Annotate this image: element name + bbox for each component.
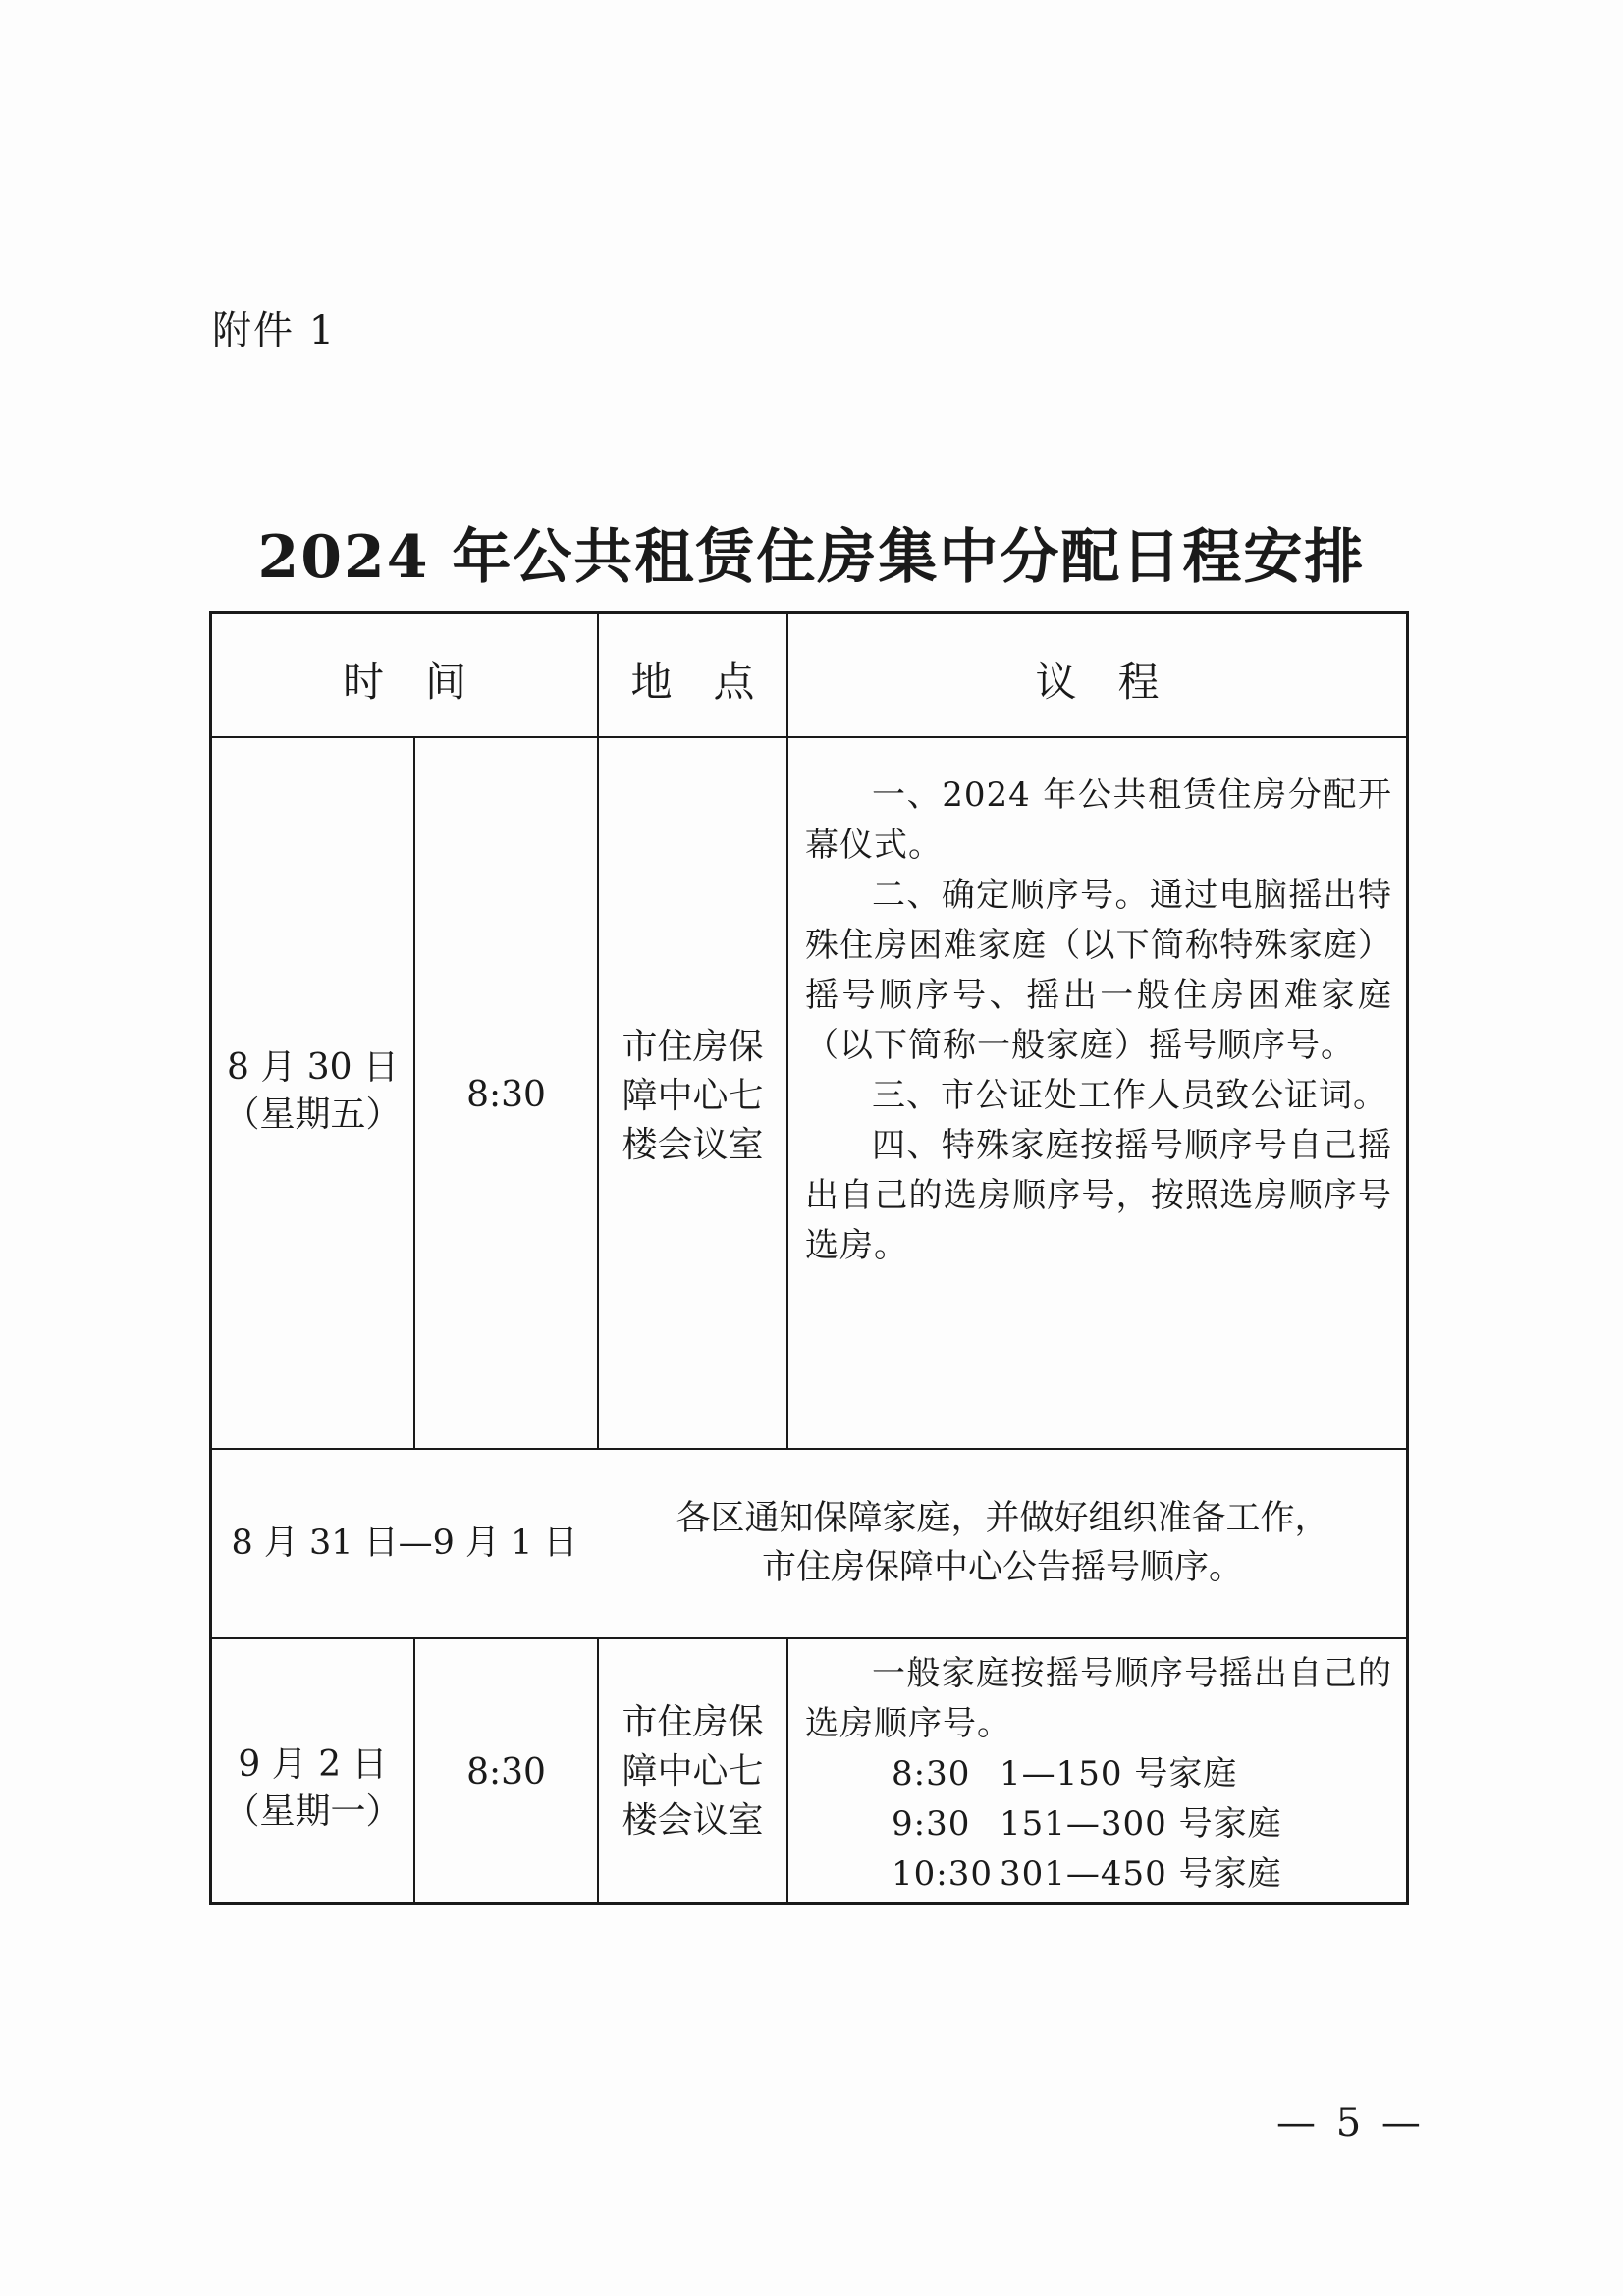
lottery-slot-group: 301—450 号家庭: [1000, 1854, 1282, 1894]
header-time: 时 间: [342, 658, 466, 706]
document-title: 2024 年公共租赁住房集中分配日程安排: [257, 523, 1366, 592]
row2-note: [599, 1494, 1406, 1592]
table-header-divider: [209, 736, 1409, 738]
lottery-slot-time: 8:30: [892, 1754, 971, 1793]
lottery-slot: [805, 1849, 1392, 1899]
row1-time: 8:30: [466, 1075, 546, 1115]
row1-place-line: 楼会议室: [622, 1125, 764, 1165]
table-row2-divider: [209, 1637, 1409, 1639]
agenda-item: 四、特殊家庭按摇号顺序号自己摇出自己的选房顺序号，按照选房顺序号选房。: [805, 1126, 1392, 1265]
row2-note-line: 各区通知保障家庭，并做好组织准备工作，: [676, 1499, 1329, 1538]
lottery-slot-time: 9:30: [892, 1804, 971, 1843]
agenda-item: 三、市公证处工作人员致公证词。: [872, 1076, 1387, 1115]
table-border-top: [209, 611, 1409, 614]
lottery-slot: [805, 1749, 1392, 1799]
lottery-slot-group: 151—300 号家庭: [1000, 1804, 1282, 1843]
lottery-slot-time: 10:30: [892, 1854, 993, 1894]
row1-place-line: 障中心七: [622, 1076, 764, 1116]
header-agenda: 议 程: [1035, 658, 1160, 706]
row1-agenda: [805, 771, 1392, 1271]
row3-date: 9 月 2 日: [238, 1744, 388, 1785]
page-number: — 5 —: [1276, 2101, 1425, 2146]
row1-place-cell: [599, 1023, 786, 1170]
table-border-left: [209, 611, 212, 1905]
row3-date-cell: [212, 1741, 413, 1836]
row2-note-line: 市住房保障中心公告摇号顺序。: [761, 1548, 1243, 1587]
row3-place-line: 障中心七: [622, 1751, 764, 1791]
lottery-slot-group: 1—150 号家庭: [1000, 1754, 1238, 1793]
agenda-item: 一、2024 年公共租赁住房分配开幕仪式。: [805, 775, 1392, 865]
row3-place-cell: [599, 1698, 786, 1845]
row3-weekday: （星期一）: [224, 1791, 402, 1832]
row1-date-cell: [212, 1044, 413, 1139]
agenda-intro: 一般家庭按摇号顺序号摇出自己的选房顺序号。: [805, 1654, 1392, 1743]
column-divider-place-agenda: [786, 611, 788, 1448]
row3-place-line: 市住房保: [622, 1702, 764, 1742]
row1-date: 8 月 30 日: [226, 1047, 400, 1088]
attachment-label: 附件 1: [212, 308, 337, 353]
row2-date-range: 8 月 31 日—9 月 1 日: [231, 1523, 578, 1563]
agenda-item: 二、确定顺序号。通过电脑摇出特殊住房困难家庭（以下简称特殊家庭）摇号顺序号、摇出一般住房困难家庭（以下简称一般家庭）摇号顺序号。: [805, 876, 1392, 1065]
header-place: 地 点: [630, 658, 755, 706]
table-row1-divider: [209, 1448, 1409, 1450]
table-border-bottom: [209, 1902, 1409, 1905]
lottery-slot: [805, 1799, 1392, 1849]
row1-place-line: 市住房保: [622, 1027, 764, 1067]
row3-place-line: 楼会议室: [622, 1800, 764, 1841]
row3-agenda: [805, 1649, 1392, 1899]
table-border-right: [1406, 611, 1409, 1905]
column-divider-place-agenda-row3: [786, 1637, 788, 1904]
row1-weekday: （星期五）: [224, 1095, 402, 1135]
row3-time: 8:30: [466, 1752, 546, 1792]
